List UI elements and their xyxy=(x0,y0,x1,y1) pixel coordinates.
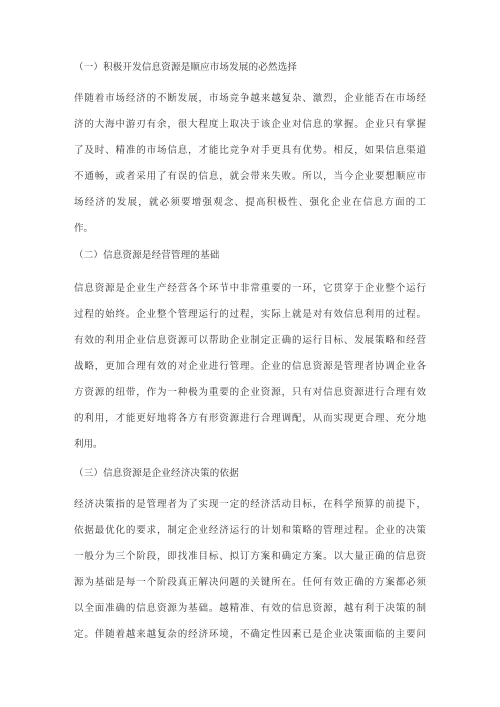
section-2-line-5: 方资源的纽带，作为一种极为重要的企业资源，只有对信息资源进行合理有效 xyxy=(74,387,426,398)
section-3-heading: （三）信息资源是企业经济决策的依据 xyxy=(74,468,239,479)
section-3-line-1: 经济决策指的是管理者为了实现一定的经济活动目标，在科学预算的前提下， xyxy=(74,499,426,510)
section-3-line-3: 一般分为三个阶段，即找准目标、拟订方案和确定方案。以大量正确的信息资 xyxy=(74,551,426,562)
section-2-line-4: 战略，更加合理有效的对企业进行管理。企业的信息资源是管理者协调企业各 xyxy=(74,361,426,372)
section-1-heading: （一）积极开发信息资源是顺应市场发展的必然选择 xyxy=(74,62,298,73)
section-1-line-3: 了及时、精准的市场信息，才能比竞争对手更具有优势。相反，如果信息渠道 xyxy=(74,145,426,156)
section-2-line-2: 过程的始终。企业整个管理运行的过程，实际上就是对有效信息利用的过程。 xyxy=(74,309,426,320)
section-2-heading: （二）信息资源是经营管理的基础 xyxy=(74,250,220,261)
section-1-line-6: 作。 xyxy=(74,223,94,234)
section-3-line-4: 源为基础是每一个阶段真正解决问题的关键所在。任何有效正确的方案都必须 xyxy=(74,577,426,588)
section-3-line-5: 以全面准确的信息资源为基础。越精准、有效的信息资源，越有利于决策的制 xyxy=(74,603,426,614)
section-1-line-4: 不通畅，或者采用了有误的信息，就会带来失败。所以，当今企业要想顺应市 xyxy=(74,171,426,182)
section-1-line-1: 伴随着市场经济的不断发展，市场竞争越来越复杂、激烈，企业能否在市场经 xyxy=(74,93,426,104)
section-2-line-3: 有效的利用企业信息资源可以帮助企业制定正确的运行目标、发展策略和经营 xyxy=(74,335,426,346)
section-3-line-6: 定。伴随着越来越复杂的经济环境，不确定性因素已是企业决策面临的主要问 xyxy=(74,629,426,640)
section-2-line-6: 的利用，才能更好地将各方有形资源进行合理调配，从而实现更合理、充分地 xyxy=(74,413,426,424)
section-3-line-2: 依据最优化的要求，制定企业经济运行的计划和策略的管理过程。企业的决策 xyxy=(74,525,426,536)
section-2-line-7: 利用。 xyxy=(74,439,103,450)
section-1-line-2: 济的大海中游刃有余，很大程度上取决于该企业对信息的掌握。企业只有掌握 xyxy=(74,119,426,130)
section-2-line-1: 信息资源是企业生产经营各个环节中非常重要的一环，它贯穿于企业整个运行 xyxy=(74,283,426,294)
section-1-line-5: 场经济的发展，就必须要增强观念、提高积极性、强化企业在信息方面的工 xyxy=(74,197,426,208)
